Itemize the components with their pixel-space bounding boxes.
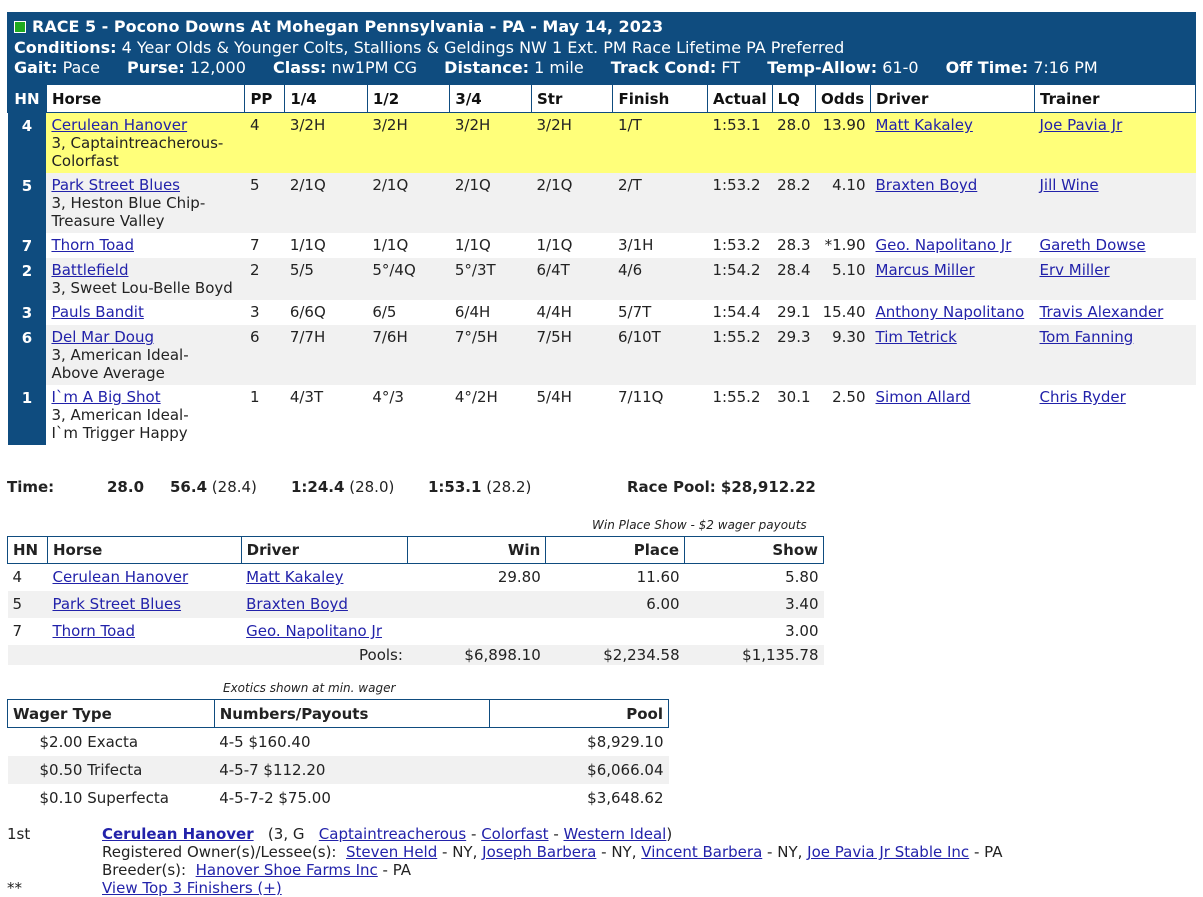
trainer-link[interactable]: Tom Fanning xyxy=(1039,328,1134,346)
damsire-link[interactable]: Western Ideal xyxy=(563,825,667,843)
row-half: 4°/3 xyxy=(367,385,450,445)
wps-show: 3.40 xyxy=(685,591,824,618)
row-horse-cell xyxy=(46,300,244,325)
row-horse-cell xyxy=(46,258,244,300)
col-lq: LQ xyxy=(772,85,815,113)
class-value: nw1PM CG xyxy=(331,58,418,77)
row-finish: 5/7T xyxy=(613,300,708,325)
wps-horse-cell xyxy=(47,591,241,618)
result-row xyxy=(8,113,1196,174)
row-odds: 5.10 xyxy=(816,258,871,300)
row-pp: 2 xyxy=(245,258,285,300)
col-horse: Horse xyxy=(46,85,244,113)
row-driver-cell xyxy=(871,258,1035,300)
row-stretch: 1/1Q xyxy=(531,233,612,258)
row-half: 3/2H xyxy=(367,113,450,174)
off-time-label: Off Time: xyxy=(945,58,1029,77)
wps-place: 11.60 xyxy=(636,568,680,587)
wps-row xyxy=(8,564,824,591)
exotics-caption: Exotics shown at min. wager xyxy=(223,681,396,695)
row-quarter: 4/3T xyxy=(285,385,367,445)
time-label: Time: xyxy=(7,478,55,496)
driver-link[interactable]: Marcus Miller xyxy=(875,261,975,279)
owner-link-2[interactable]: Joseph Barbera xyxy=(482,843,597,861)
wps-caption: Win Place Show - $2 wager payouts xyxy=(592,518,807,532)
purse-label: Purse: xyxy=(127,58,185,77)
row-actual: 1:53.2 xyxy=(708,173,773,233)
row-quarter: 1/1Q xyxy=(285,233,367,258)
trainer-link[interactable]: Travis Alexander xyxy=(1039,303,1164,321)
owners-label: Registered Owner(s)/Lessee(s): xyxy=(102,843,337,861)
row-finish: 6/10T xyxy=(613,325,708,385)
row-odds: *1.90 xyxy=(816,233,871,258)
breeder-link[interactable]: Hanover Shoe Farms Inc xyxy=(195,861,378,879)
time-three-quarter: 1:24.4 xyxy=(291,478,345,496)
row-hn: 1 xyxy=(8,385,47,445)
trainer-link[interactable]: Joe Pavia Jr xyxy=(1039,116,1123,134)
row-actual: 1:54.2 xyxy=(708,258,773,300)
row-three-quarter: 4°/2H xyxy=(450,385,532,445)
horse-pedigree: 3, American Ideal- xyxy=(51,406,189,424)
breeder-location: - PA xyxy=(382,861,412,879)
row-trainer-cell xyxy=(1034,300,1195,325)
row-hn: 3 xyxy=(8,300,47,325)
result-row xyxy=(8,173,1196,233)
row-driver-cell xyxy=(871,385,1035,445)
row-stretch: 4/4H xyxy=(531,300,612,325)
trainer-link[interactable]: Jill Wine xyxy=(1039,176,1099,194)
wager-type: $0.50 Trifecta xyxy=(8,756,215,784)
wps-pools-row xyxy=(8,645,824,665)
wps-hn: 4 xyxy=(12,568,23,587)
col-driver: Driver xyxy=(871,85,1035,113)
off-time-value: 7:16 PM xyxy=(1033,58,1098,77)
wps-hn: 5 xyxy=(8,591,48,618)
wps-col-hn: HN xyxy=(8,537,48,564)
pedigree-close: ) xyxy=(666,825,673,843)
wps-table xyxy=(7,536,824,665)
row-lq: 28.4 xyxy=(772,258,815,300)
driver-link[interactable]: Braxten Boyd xyxy=(875,176,978,194)
wager-pool: $3,648.62 xyxy=(587,788,664,807)
driver-link[interactable]: Simon Allard xyxy=(875,388,971,406)
wps-row xyxy=(8,618,824,645)
row-trainer-cell xyxy=(1034,233,1195,258)
exotics-row xyxy=(8,728,669,756)
track-cond-label: Track Cond: xyxy=(610,58,717,77)
row-lq: 28.3 xyxy=(772,233,815,258)
wps-show: 5.80 xyxy=(785,568,819,587)
wager-type: $0.10 Superfecta xyxy=(39,788,169,807)
row-stretch: 6/4T xyxy=(531,258,612,300)
col-half: 1/2 xyxy=(367,85,450,113)
row-stretch: 3/2H xyxy=(531,113,612,174)
owner-link-1[interactable]: Steven Held xyxy=(346,843,438,861)
distance-label: Distance: xyxy=(444,58,530,77)
row-horse-cell xyxy=(46,113,244,174)
race-status-icon xyxy=(14,21,26,33)
row-actual: 1:55.2 xyxy=(708,385,773,445)
driver-link[interactable]: Tim Tetrick xyxy=(875,328,957,346)
row-trainer-cell xyxy=(1034,173,1195,233)
horse-link[interactable]: Park Street Blues xyxy=(51,176,180,194)
row-odds: 2.50 xyxy=(816,385,871,445)
row-hn: 2 xyxy=(8,258,47,300)
row-actual: 1:54.4 xyxy=(708,300,773,325)
col-hn: HN xyxy=(8,85,47,113)
breeder-label: Breeder(s): xyxy=(102,861,187,879)
row-finish: 4/6 xyxy=(613,258,708,300)
row-half: 7/6H xyxy=(367,325,450,385)
wps-win xyxy=(408,591,546,618)
wager-payout: 4-5-7 $112.20 xyxy=(214,756,490,784)
wps-col-horse: Horse xyxy=(47,537,241,564)
row-actual: 1:53.1 xyxy=(708,113,773,174)
wps-show: 3.00 xyxy=(785,622,819,640)
time-half: 56.4 xyxy=(170,478,208,496)
col-finish: Finish xyxy=(613,85,708,113)
row-three-quarter: 1/1Q xyxy=(450,233,532,258)
purse-value: 12,000 xyxy=(189,58,246,77)
track-cond-value: FT xyxy=(721,58,741,77)
sire-link[interactable]: Captaintreacherous xyxy=(318,825,467,843)
footer-stars: ** xyxy=(7,879,22,897)
row-odds: 15.40 xyxy=(816,300,871,325)
exotics-col-payouts: Numbers/Payouts xyxy=(214,700,490,728)
gait-value: Pace xyxy=(62,58,100,77)
exotics-header-row xyxy=(8,700,669,728)
row-horse-cell xyxy=(46,173,244,233)
wps-driver-link[interactable]: Geo. Napolitano Jr xyxy=(246,622,383,640)
row-hn: 5 xyxy=(8,173,47,233)
row-three-quarter: 2/1Q xyxy=(450,173,532,233)
horse-link[interactable]: I`m A Big Shot xyxy=(51,388,161,406)
row-driver-cell xyxy=(871,113,1035,174)
time-three-quarter-split: (28.0) xyxy=(349,478,395,496)
row-driver-cell xyxy=(871,173,1035,233)
row-quarter: 3/2H xyxy=(285,113,367,174)
trainer-link[interactable]: Erv Miller xyxy=(1039,261,1110,279)
results-header-row xyxy=(8,85,1196,113)
winner-link[interactable]: Cerulean Hanover xyxy=(102,825,254,843)
row-lq: 29.3 xyxy=(772,325,815,385)
row-finish: 7/11Q xyxy=(613,385,708,445)
row-half: 1/1Q xyxy=(367,233,450,258)
exotics-row xyxy=(8,756,669,784)
horse-pedigree: 3, Captaintreacherous- xyxy=(51,134,224,152)
driver-link[interactable]: Geo. Napolitano Jr xyxy=(875,236,1012,254)
owner-3-location: - NY, xyxy=(767,843,803,861)
row-three-quarter: 3/2H xyxy=(450,113,532,174)
temp-allow-label: Temp-Allow: xyxy=(767,58,878,77)
horse-link[interactable]: Battlefield xyxy=(51,261,129,279)
row-finish: 1/T xyxy=(613,113,708,174)
owner-2-location: - NY, xyxy=(601,843,637,861)
trainer-link[interactable]: Chris Ryder xyxy=(1039,388,1126,406)
wps-col-place: Place xyxy=(546,537,685,564)
horse-pedigree-dam: Above Average xyxy=(51,364,165,382)
row-actual: 1:53.2 xyxy=(708,233,773,258)
row-lq: 28.2 xyxy=(772,173,815,233)
col-actual: Actual xyxy=(708,85,773,113)
wps-pool-place: $2,234.58 xyxy=(546,645,685,665)
wager-payout: 4-5 $160.40 xyxy=(219,732,311,751)
row-stretch: 7/5H xyxy=(531,325,612,385)
race-pool: Race Pool: $28,912.22 xyxy=(627,478,816,496)
wps-hn: 7 xyxy=(12,622,23,640)
dam-link[interactable]: Colorfast xyxy=(481,825,549,843)
pedigree-dash-1: - xyxy=(470,825,477,843)
owner-link-4[interactable]: Joe Pavia Jr Stable Inc xyxy=(807,843,970,861)
row-trainer-cell xyxy=(1034,113,1195,174)
row-lq: 29.1 xyxy=(772,300,815,325)
horse-pedigree-dam: Treasure Valley xyxy=(51,212,165,230)
wps-horse-link[interactable]: Park Street Blues xyxy=(52,595,182,613)
col-three-quarter: 3/4 xyxy=(450,85,532,113)
row-horse-cell xyxy=(46,233,244,258)
exotics-col-pool: Pool xyxy=(490,700,669,728)
conditions-value: 4 Year Olds & Younger Colts, Stallions & Geldings NW 1 Ext. PM Race Lifetime PA Preferred xyxy=(121,38,845,57)
row-pp: 4 xyxy=(245,113,285,174)
row-pp: 1 xyxy=(245,385,285,445)
wps-pool-win: $6,898.10 xyxy=(408,645,546,665)
wager-type: $2.00 Exacta xyxy=(39,732,139,751)
row-finish: 3/1H xyxy=(613,233,708,258)
gait-label: Gait: xyxy=(14,58,58,77)
horse-link[interactable]: Del Mar Doug xyxy=(51,328,154,346)
class-label: Class: xyxy=(272,58,327,77)
conditions-label: Conditions: xyxy=(14,38,117,57)
result-row xyxy=(8,258,1196,300)
winner-age-sex: (3, G xyxy=(267,825,305,843)
wps-col-win: Win xyxy=(408,537,546,564)
row-hn: 4 xyxy=(8,113,47,174)
row-horse-cell xyxy=(46,325,244,385)
row-three-quarter: 5°/3T xyxy=(450,258,532,300)
col-pp: PP xyxy=(245,85,285,113)
horse-pedigree-dam: I`m Trigger Happy xyxy=(51,424,188,442)
wps-horse-link[interactable]: Cerulean Hanover xyxy=(52,568,189,587)
wps-header-row xyxy=(8,537,824,564)
wps-row xyxy=(8,591,824,618)
view-top3-link[interactable]: View Top 3 Finishers (+) xyxy=(102,879,282,897)
row-odds: 13.90 xyxy=(816,113,871,174)
driver-link[interactable]: Matt Kakaley xyxy=(875,116,973,134)
row-hn: 7 xyxy=(8,233,47,258)
row-driver-cell xyxy=(871,325,1035,385)
result-row xyxy=(8,233,1196,258)
distance-value: 1 mile xyxy=(534,58,584,77)
time-final: 1:53.1 xyxy=(428,478,482,496)
wps-horse-cell xyxy=(47,618,241,645)
row-trainer-cell xyxy=(1034,385,1195,445)
row-half: 2/1Q xyxy=(367,173,450,233)
col-trainer: Trainer xyxy=(1034,85,1195,113)
race-title: RACE 5 - Pocono Downs At Mohegan Pennsylvania - PA - May 14, 2023 xyxy=(32,17,664,36)
finish-place: 1st xyxy=(7,825,31,843)
wps-col-show: Show xyxy=(685,537,824,564)
time-final-split: (28.2) xyxy=(486,478,532,496)
row-stretch: 2/1Q xyxy=(531,173,612,233)
horse-pedigree: 3, Sweet Lou-Belle Boyd xyxy=(51,279,233,297)
wps-pools-label: Pools: xyxy=(241,645,408,665)
horse-link[interactable]: Pauls Bandit xyxy=(51,303,144,321)
wps-horse-link[interactable]: Thorn Toad xyxy=(52,622,136,640)
race-header xyxy=(7,12,1196,84)
result-row xyxy=(8,300,1196,325)
row-quarter: 5/5 xyxy=(285,258,367,300)
wps-driver-cell xyxy=(241,591,408,618)
wps-col-driver: Driver xyxy=(241,537,408,564)
col-stretch: Str xyxy=(531,85,612,113)
wps-driver-cell xyxy=(241,618,408,645)
horse-link[interactable]: Thorn Toad xyxy=(51,236,134,254)
horse-pedigree-dam: Colorfast xyxy=(51,152,119,170)
row-lq: 28.0 xyxy=(772,113,815,174)
horse-pedigree: 3, American Ideal- xyxy=(51,346,189,364)
row-driver-cell xyxy=(871,300,1035,325)
row-stretch: 5/4H xyxy=(531,385,612,445)
row-lq: 30.1 xyxy=(772,385,815,445)
row-odds: 4.10 xyxy=(816,173,871,233)
exotics-table xyxy=(7,699,669,812)
driver-link[interactable]: Anthony Napolitano xyxy=(875,303,1025,321)
row-quarter: 7/7H xyxy=(285,325,367,385)
wps-win: 29.80 xyxy=(497,568,541,587)
trainer-link[interactable]: Gareth Dowse xyxy=(1039,236,1146,254)
row-half: 5°/4Q xyxy=(367,258,450,300)
wager-pool: $8,929.10 xyxy=(587,732,664,751)
row-driver-cell xyxy=(871,233,1035,258)
wager-payout: 4-5-7-2 $75.00 xyxy=(219,788,331,807)
exotics-col-type: Wager Type xyxy=(8,700,215,728)
col-odds: Odds xyxy=(816,85,871,113)
col-quarter: 1/4 xyxy=(285,85,367,113)
result-row xyxy=(8,325,1196,385)
row-pp: 6 xyxy=(245,325,285,385)
row-hn: 6 xyxy=(8,325,47,385)
temp-allow-value: 61-0 xyxy=(882,58,919,77)
row-half: 6/5 xyxy=(367,300,450,325)
wager-pool: $6,066.04 xyxy=(490,756,669,784)
row-quarter: 2/1Q xyxy=(285,173,367,233)
wps-driver-link[interactable]: Braxten Boyd xyxy=(246,595,348,613)
wps-place xyxy=(546,618,685,645)
row-finish: 2/T xyxy=(613,173,708,233)
result-row xyxy=(8,385,1196,445)
row-trainer-cell xyxy=(1034,258,1195,300)
horse-pedigree: 3, Heston Blue Chip- xyxy=(51,194,206,212)
wps-horse-cell xyxy=(47,564,241,591)
results-table xyxy=(7,84,1196,445)
row-pp: 7 xyxy=(245,233,285,258)
owner-link-3[interactable]: Vincent Barbera xyxy=(641,843,763,861)
time-half-split: (28.4) xyxy=(211,478,257,496)
owner-1-location: - NY, xyxy=(442,843,478,861)
pedigree-dash-2: - xyxy=(553,825,559,843)
owner-4-location: - PA xyxy=(973,843,1003,861)
row-three-quarter: 6/4H xyxy=(450,300,532,325)
winner-details xyxy=(7,825,1197,897)
row-horse-cell xyxy=(46,385,244,445)
horse-link[interactable]: Cerulean Hanover xyxy=(51,116,188,134)
row-actual: 1:55.2 xyxy=(708,325,773,385)
wps-driver-cell xyxy=(241,564,408,591)
row-odds: 9.30 xyxy=(816,325,871,385)
wps-win xyxy=(408,618,546,645)
time-quarter: 28.0 xyxy=(107,478,145,496)
wps-driver-link[interactable]: Matt Kakaley xyxy=(246,568,344,587)
exotics-row xyxy=(8,784,669,812)
row-trainer-cell xyxy=(1034,325,1195,385)
row-three-quarter: 7°/5H xyxy=(450,325,532,385)
row-quarter: 6/6Q xyxy=(285,300,367,325)
row-pp: 3 xyxy=(245,300,285,325)
wps-place: 6.00 xyxy=(546,591,685,618)
row-pp: 5 xyxy=(245,173,285,233)
wps-pool-show: $1,135.78 xyxy=(685,645,824,665)
